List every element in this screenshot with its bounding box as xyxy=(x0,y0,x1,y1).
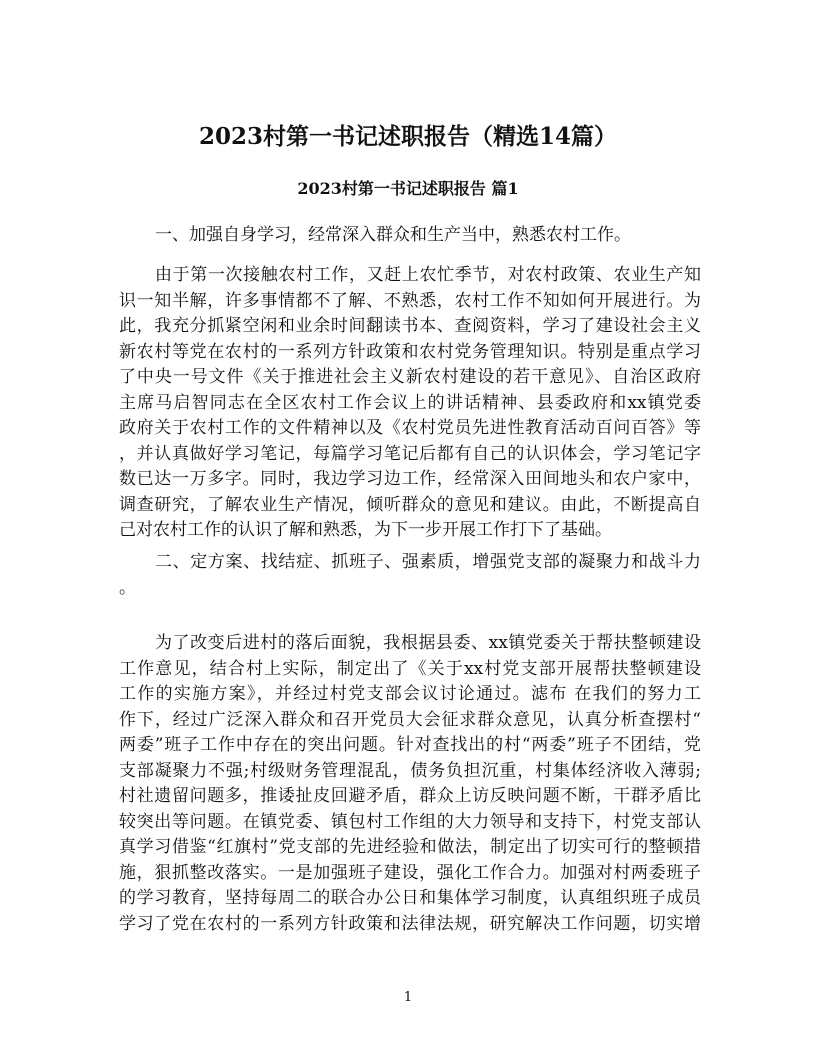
text-line: 由于第一次接触农村工作，又赶上农忙季节，对农村政策、农业生产知 xyxy=(155,265,701,285)
text-line: 学习了党在农村的一系列方针政策和法律法规，研究解决工作问题，切实增 xyxy=(119,913,701,934)
text-line: 较突出等问题。在镇党委、镇包村工作组的大力领导和支持下，村党支部认 xyxy=(119,811,701,832)
text-line: 己对农村工作的认识了解和熟悉，为下一步开展工作打下了基础。 xyxy=(119,520,612,540)
text-line: ，并认真做好学习笔记，每篇学习笔记后都有自己的认识体会，学习笔记字 xyxy=(119,443,701,464)
text-line: 工作意见，结合村上实际，制定出了《关于xx村党支部开展帮扶整顿建设 xyxy=(119,658,701,679)
text-line: 调查研究，了解农业生产情况，倾听群众的意见和建议。由此，不断提高自 xyxy=(119,494,701,515)
text-line: 主席马启智同志在全区农村工作会议上的讲话精神、县委政府和xx镇党委 xyxy=(119,392,701,413)
document-title: 2023村第一书记述职报告（精选14篇） xyxy=(198,123,618,150)
paragraph-heading-2 xyxy=(119,550,701,601)
text-line: 作下，经过广泛深入群众和召开党员大会征求群众意见，认真分析查摆村“ xyxy=(119,709,701,730)
text-line: 识一知半解，许多事情都不了解、不熟悉，农村工作不知如何开展进行。为 xyxy=(119,290,701,311)
text-line: 工作的实施方案》，并经过村党支部会议讨论通过。滤布 在我们的努力工 xyxy=(119,684,701,704)
paragraph-1 xyxy=(119,263,701,544)
text-line: 施，狠抓整改落实。一是加强班子建设，强化工作合力。加强对村两委班子 xyxy=(119,862,701,883)
text-line: 政府关于农村工作的文件精神以及《农村党员先进性教育活动百问百答》等 xyxy=(119,418,701,438)
paragraph-heading-1 xyxy=(119,223,701,249)
text-line: 一、加强自身学习，经常深入群众和生产当中，熟悉农村工作。 xyxy=(155,225,631,245)
text-line: 数已达一万多字。同时，我边学习边工作，经常深入田间地头和农户家中， xyxy=(119,469,701,489)
text-line: 二、定方案、找结症、抓班子、强素质，增强党支部的凝聚力和战斗力 xyxy=(155,552,701,572)
section-title: 2023村第一书记述职报告 篇1 xyxy=(297,179,519,198)
text-line: 了中央一号文件《关于推进社会主义新农村建设的若干意见》、自治区政府 xyxy=(119,367,701,387)
text-line: 两委”班子工作中存在的突出问题。针对查找出的村“两委”班子不团结，党 xyxy=(119,735,701,755)
text-line: 为了改变后进村的落后面貌，我根据县委、xx镇党委关于帮扶整顿建设 xyxy=(155,633,701,653)
text-line: 村社遗留问题多，推诿扯皮回避矛盾，群众上访反映问题不断，干群矛盾比 xyxy=(119,786,701,806)
text-line: 。 xyxy=(119,577,136,598)
text-line: 的学习教育，坚持每周二的联合办公日和集体学习制度，认真组织班子成员 xyxy=(119,888,701,908)
page-number: 1 xyxy=(403,990,413,1005)
text-line: 真学习借鉴“红旗村”党支部的先进经验和做法，制定出了切实可行的整顿措 xyxy=(119,837,701,857)
text-line: 新农村等党在农村的一系列方针政策和农村党务管理知识。特别是重点学习 xyxy=(119,341,701,362)
text-line: 支部凝聚力不强;村级财务管理混乱，债务负担沉重，村集体经济收入薄弱; xyxy=(119,760,701,781)
paragraph-2 xyxy=(119,631,701,937)
text-line: 此，我充分抓紧空闲和业余时间翻读书本、查阅资料，学习了建设社会主义 xyxy=(119,316,701,336)
